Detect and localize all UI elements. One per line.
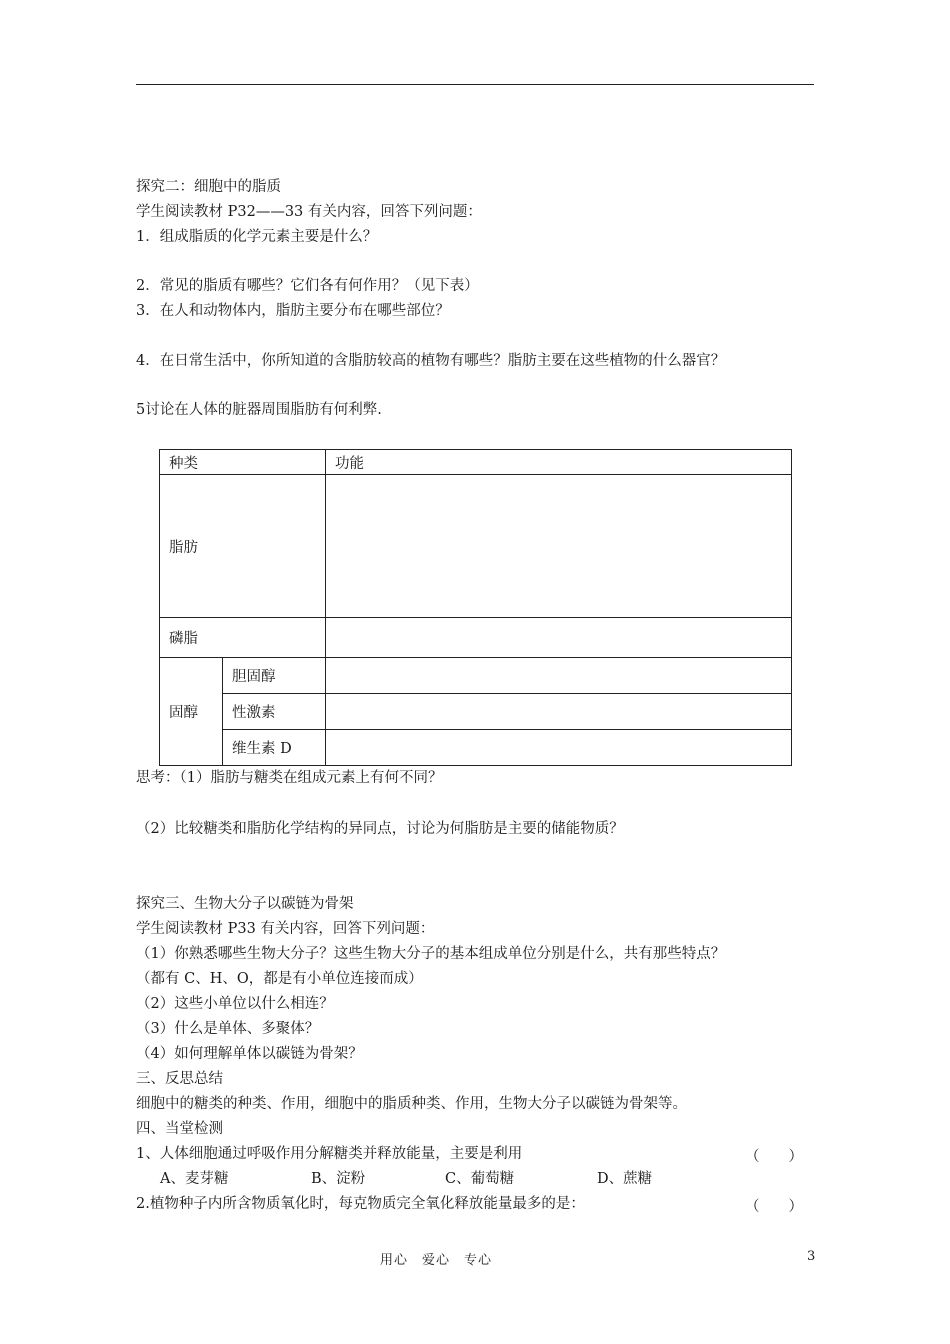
question-5: 5讨论在人体的脏器周围脂肪有何利弊.	[136, 402, 382, 418]
section3-question-2: （2）这些小单位以什么相连？	[136, 996, 334, 1012]
section2-title: 探究二：细胞中的脂质	[136, 179, 281, 195]
footer-motto: 用心 爱心 专心	[380, 1253, 493, 1268]
section3-title: 探究三、生物大分子以碳链为骨架	[136, 896, 354, 912]
option-c: C、葡萄糖	[445, 1171, 515, 1187]
reflection-text: 细胞中的糖类的种类、作用，细胞中的脂质种类、作用，生物大分子以碳链为骨架等。	[136, 1096, 687, 1112]
table-cell-sex-hormone-function	[326, 694, 792, 730]
answer-blank-1: （ ）	[745, 1149, 803, 1165]
test-question-2: 2.植物种子内所含物质氧化时，每克物质完全氧化释放能量最多的是：	[136, 1196, 585, 1212]
section3-question-3: （3）什么是单体、多聚体？	[136, 1021, 320, 1037]
think-question-1: 思考：（1）脂肪与糖类在组成元素上有何不同？	[136, 770, 443, 786]
table-cell-vitamin-d-function	[326, 730, 792, 766]
section2-intro: 学生阅读教材 P32——33 有关内容，回答下列问题：	[136, 204, 482, 220]
question-3: 3．在人和动物体内，脂肪主要分布在哪些部位？	[136, 303, 450, 319]
section3-question-4: （4）如何理解单体以碳链为骨架？	[136, 1046, 363, 1062]
table-cell-vitamin-d: 维生素 D	[223, 730, 326, 766]
question-1: 1．组成脂质的化学元素主要是什么？	[136, 229, 378, 245]
page-number: 3	[807, 1249, 816, 1264]
table-cell-cholesterol-function	[326, 658, 792, 694]
table-cell-sex-hormone: 性激素	[223, 694, 326, 730]
reflection-title: 三、反思总结	[136, 1071, 223, 1087]
test-title: 四、当堂检测	[136, 1121, 223, 1137]
table-cell-sterol: 固醇	[160, 658, 223, 766]
table-cell-fat-function	[326, 475, 792, 618]
table-header-type: 种类	[160, 450, 326, 475]
table-cell-fat: 脂肪	[160, 475, 326, 618]
test-question-1: 1、人体细胞通过呼吸作用分解糖类并释放能量，主要是利用	[136, 1146, 523, 1162]
table-cell-cholesterol: 胆固醇	[223, 658, 326, 694]
section3-question-1-note: （都有 C、H、O，都是有小单位连接而成）	[136, 971, 423, 987]
question-2: 2．常见的脂质有哪些？它们各有何作用？（见下表）	[136, 278, 479, 294]
table-header-function: 功能	[326, 450, 792, 475]
think-question-2: （2）比较糖类和脂肪化学结构的异同点，讨论为何脂肪是主要的储能物质？	[136, 821, 624, 837]
answer-blank-2: （ ）	[745, 1199, 803, 1215]
header-rule	[136, 84, 814, 85]
table-cell-phospholipid: 磷脂	[160, 618, 326, 658]
section3-question-1: （1）你熟悉哪些生物大分子？这些生物大分子的基本组成单位分别是什么，共有那些特点？	[136, 946, 726, 962]
section3-intro: 学生阅读教材 P33 有关内容，回答下列问题：	[136, 921, 435, 937]
table-cell-phospholipid-function	[326, 618, 792, 658]
question-4: 4．在日常生活中，你所知道的含脂肪较高的植物有哪些？脂肪主要在这些植物的什么器官？	[136, 353, 726, 369]
lipid-table	[159, 449, 792, 766]
option-b: B、淀粉	[311, 1171, 366, 1187]
option-a: A、麦芽糖	[160, 1171, 229, 1187]
option-d: D、蔗糖	[597, 1171, 653, 1187]
